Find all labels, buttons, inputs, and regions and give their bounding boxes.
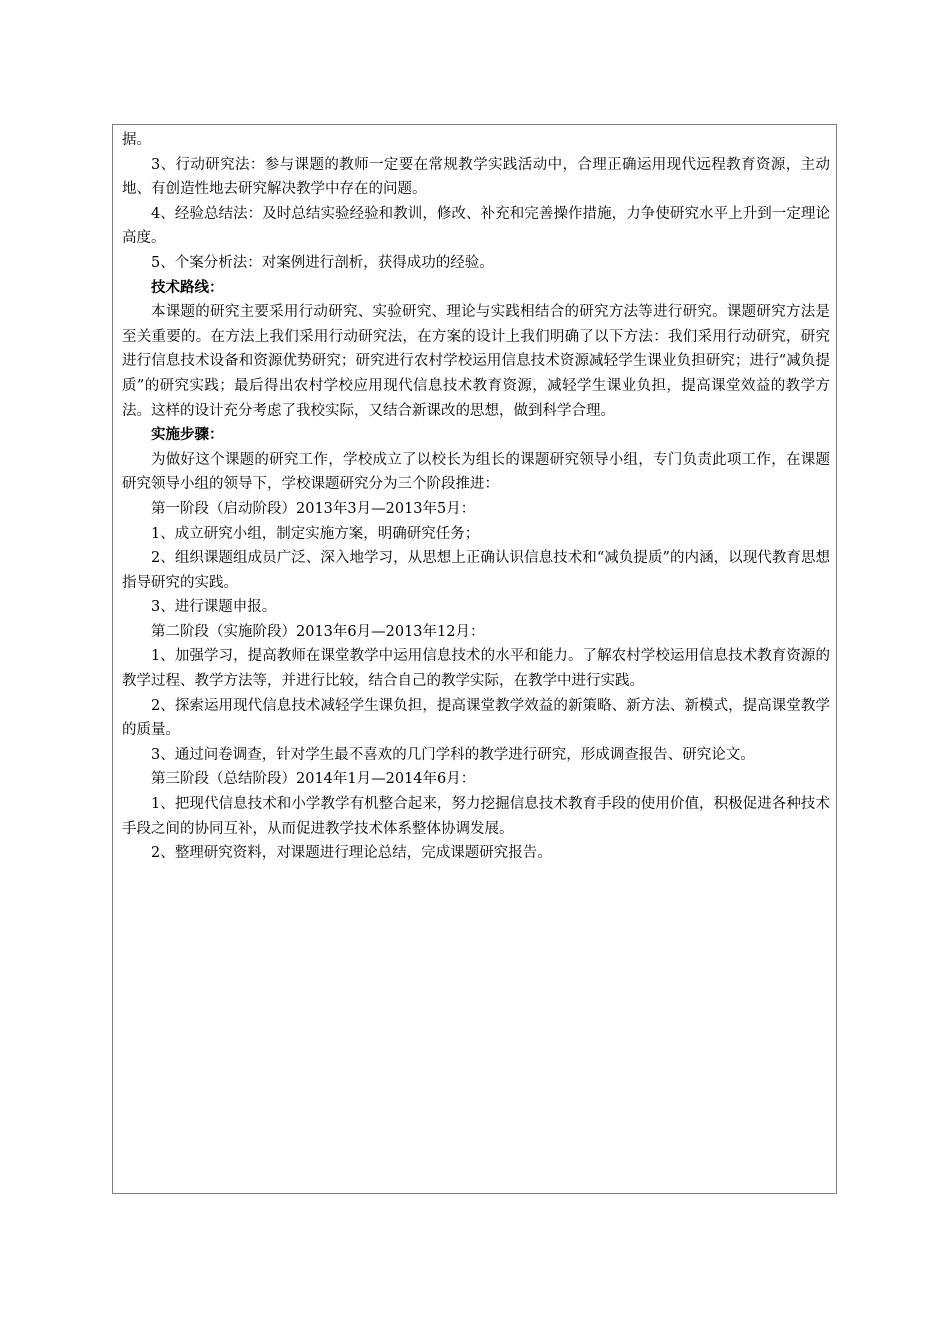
- stage-2-title: 第二阶段（实施阶段）2013年6月—2013年12月：: [151, 623, 485, 640]
- stage-1-item-3: 3、进行课题申报。: [151, 599, 277, 616]
- stage-2-item-1: 1、加强学习，提高教师在课堂教学中运用信息技术的水平和能力。了解农村学校运用信息技术教育资源的教学过程、教学方法等，并进行比较，结合自己的教学实际，在教学中进行实践。: [122, 648, 830, 690]
- stage-1-title: 第一阶段（启动阶段）2013年3月—2013年5月：: [151, 500, 476, 517]
- stage-2-item-3: 3、通过问卷调查，针对学生最不喜欢的几门学科的教学进行研究，形成调查报告、研究论文。: [151, 746, 755, 763]
- method-action-research: 3、行动研究法：参与课题的教师一定要在常规教学实践活动中，合理正确运用现代远程教育资源，主动地、有创造性地去研究解决教学中存在的问题。: [122, 156, 830, 198]
- method-experience-summary: 4、经验总结法：及时总结实验经验和教训，修改、补充和完善操作措施，力争使研究水平上升到一定理论高度。: [122, 205, 830, 247]
- technical-route-text: 本课题的研究主要采用行动研究、实验研究、理论与实践相结合的研究方法等进行研究。课题研究方法是至关重要的。在方法上我们采用行动研究法，在方案的设计上我们明确了以下方法：我们采用行动研究，研究进行信息技术设备和资源优势研究；研究进行农村学校运用信息技术资源减轻学生课业负担研究；进行“减负提质”的研究实践；最后得出农村学校应用现代信息技术教育资源，减轻学生课业负担，提高课堂效益的教学方法。这样的设计充分考虑了我校实际，又结合新课改的思想，做到科学合理。: [122, 304, 830, 419]
- heading-technical-route: 技术路线：: [151, 278, 224, 296]
- method-case-analysis: 5、个案分析法：对案例进行剖析，获得成功的经验。: [151, 254, 494, 271]
- paragraph-continuation: 据。: [122, 132, 151, 148]
- stage-2-item-2: 2、探索运用现代信息技术减轻学生课负担，提高课堂教学效益的新策略、新方法、新模式，提高课堂教学的质量。: [122, 697, 830, 739]
- stage-3-item-1: 1、把现代信息技术和小学教学有机整合起来，努力挖掘信息技术教育手段的使用价值，积极促进各种技术手段之间的协同互补，从而促进教学技术体系整体协调发展。: [122, 796, 830, 837]
- document-body: [122, 128, 830, 866]
- stage-1-item-1: 1、成立研究小组，制定实施方案，明确研究任务；: [151, 525, 480, 542]
- stage-3-title: 第三阶段（总结阶段）2014年1月—2014年6月：: [151, 771, 476, 788]
- heading-implementation-steps: 实施步骤：: [151, 426, 224, 444]
- implementation-intro: 为做好这个课题的研究工作，学校成立了以校长为组长的课题研究领导小组，专门负责此项工作，在课题研究领导小组的领导下，学校课题研究分为三个阶段推进：: [122, 451, 830, 493]
- stage-3-item-2: 2、整理研究资料，对课题进行理论总结，完成课题研究报告。: [151, 845, 552, 862]
- stage-1-item-2: 2、组织课题组成员广泛、深入地学习，从思想上正确认识信息技术和“减负提质”的内涵，以现代教育思想指导研究的实践。: [122, 550, 830, 591]
